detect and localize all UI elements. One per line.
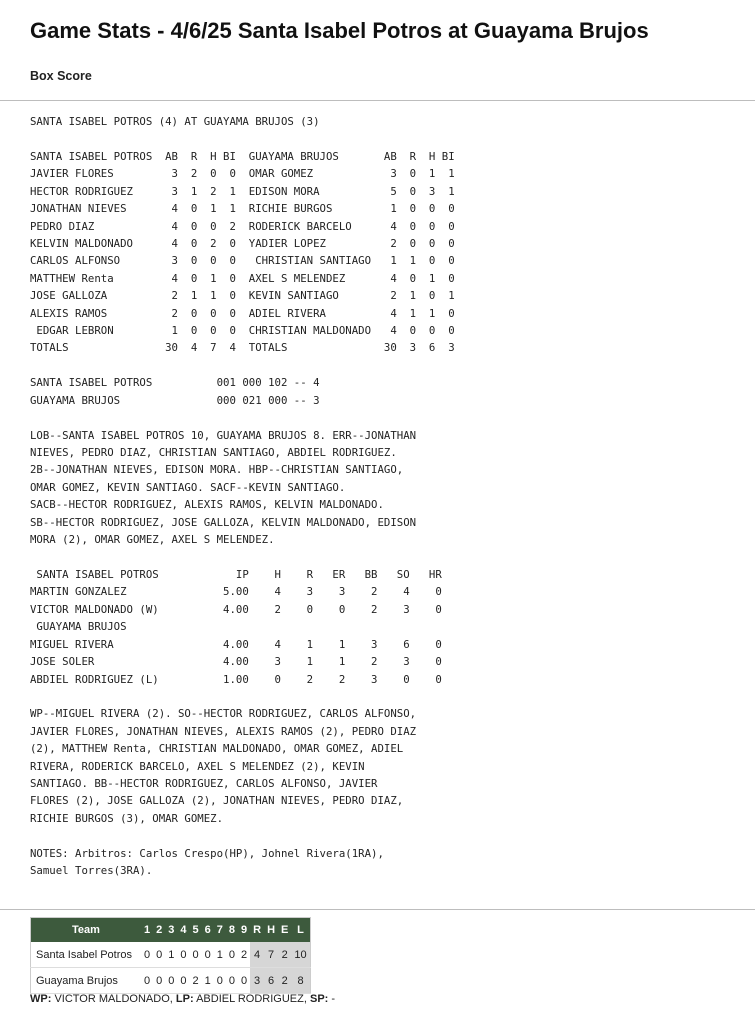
linescore-header: R <box>250 918 264 943</box>
errors-total: 2 <box>278 968 291 994</box>
box-score-heading: Box Score <box>30 69 92 83</box>
inning-score: 1 <box>202 968 214 994</box>
losing-pitcher: ABDIEL RODRIGUEZ, <box>196 993 307 1005</box>
linescore-header: 8 <box>226 918 238 943</box>
linescore-header: 5 <box>190 918 202 943</box>
inning-score: 0 <box>226 968 238 994</box>
box-score-line: TOTALS 30 4 7 4 TOTALS 30 3 6 3 <box>30 341 455 355</box>
box-score-line: FLORES (2), JOSE GALLOZA (2), JONATHAN NIEVES, PEDRO DIAZ, <box>30 794 404 808</box>
linescore-header: 1 <box>141 918 153 943</box>
box-score-line: GUAYAMA BRUJOS 000 021 000 -- 3 <box>30 393 320 407</box>
inning-score: 0 <box>177 968 189 994</box>
winning-pitcher: VICTOR MALDONADO, <box>54 993 173 1005</box>
inning-score: 0 <box>190 942 202 968</box>
box-score-line: SANTA ISABEL POTROS IP H R ER BB SO HR <box>30 567 442 581</box>
lob-total: 8 <box>291 968 310 994</box>
top-divider <box>0 100 755 101</box>
team-name: Guayama Brujos <box>31 968 142 994</box>
box-score-line: NOTES: Arbitros: Carlos Crespo(HP), Johnel Rivera(1RA), <box>30 846 384 860</box>
runs-total: 3 <box>250 968 264 994</box>
page-title: Game Stats - 4/6/25 Santa Isabel Potros at Guayama Brujos <box>30 18 649 43</box>
linescore-header: L <box>291 918 310 943</box>
box-score-line: VICTOR MALDONADO (W) 4.00 2 0 0 2 3 0 <box>30 602 442 616</box>
box-score-line: SANTA ISABEL POTROS (4) AT GUAYAMA BRUJOS (3) <box>30 115 320 128</box>
box-score-line: SACB--HECTOR RODRIGUEZ, ALEXIS RAMOS, KELVIN MALDONADO. <box>30 498 384 512</box>
box-score-line: LOB--SANTA ISABEL POTROS 10, GUAYAMA BRUJOS 8. ERR--JONATHAN <box>30 428 417 442</box>
box-score-line: MATTHEW Renta 4 0 1 0 AXEL S MELENDEZ 4 0 1 0 <box>30 271 455 285</box>
inning-score: 0 <box>214 968 226 994</box>
wp-label: WP: <box>30 993 52 1005</box>
linescore-header: 6 <box>202 918 214 943</box>
hits-total: 7 <box>264 942 278 968</box>
inning-score: 1 <box>165 942 177 968</box>
hits-total: 6 <box>264 968 278 994</box>
lp-label: LP: <box>175 993 194 1005</box>
box-score-line: SANTIAGO. BB--HECTOR RODRIGUEZ, CARLOS ALFONSO, JAVIER <box>30 777 378 791</box>
inning-score: 0 <box>202 942 214 968</box>
save-pitcher: - <box>331 993 336 1005</box>
linescore-header: E <box>278 918 291 943</box>
box-score-line: RICHIE BURGOS (3), OMAR GOMEZ. <box>30 811 224 825</box>
box-score-line: OMAR GOMEZ, KEVIN SANTIAGO. SACF--KEVIN SANTIAGO. <box>30 480 346 494</box>
lob-total: 10 <box>291 942 310 968</box>
box-score-line: MARTIN GONZALEZ 5.00 4 3 3 2 4 0 <box>30 585 442 599</box>
runs-total: 4 <box>250 942 264 968</box>
box-score-line: JOSE SOLER 4.00 3 1 1 2 3 0 <box>30 655 442 669</box>
linescore-header: 7 <box>214 918 226 943</box>
sp-label: SP: <box>309 993 329 1005</box>
team-name: Santa Isabel Potros <box>31 942 142 968</box>
box-score-line: PEDRO DIAZ 4 0 0 2 RODERICK BARCELO 4 0 0 0 <box>30 219 455 233</box>
linescore-header: H <box>264 918 278 943</box>
linescore-row-home <box>31 968 311 994</box>
box-score-line: MORA (2), OMAR GOMEZ, AXEL S MELENDEZ. <box>30 533 275 547</box>
box-score-line: HECTOR RODRIGUEZ 3 1 2 1 EDISON MORA 5 0 3 1 <box>30 184 455 198</box>
box-score-line: Samuel Torres(3RA). <box>30 864 153 878</box>
box-score-line: RIVERA, RODERICK BARCELO, AXEL S MELENDEZ (2), KEVIN <box>30 759 365 773</box>
box-score-line: GUAYAMA BRUJOS <box>30 620 127 634</box>
inning-score: 0 <box>226 942 238 968</box>
inning-score: 2 <box>190 968 202 994</box>
inning-score: 0 <box>141 942 153 968</box>
box-score-text <box>30 113 455 880</box>
box-score-line: SB--HECTOR RODRIGUEZ, JOSE GALLOZA, KELVIN MALDONADO, EDISON <box>30 515 417 529</box>
box-score-line: KELVIN MALDONADO 4 0 2 0 YADIER LOPEZ 2 0 0 0 <box>30 236 455 250</box>
linescore-table <box>30 917 311 994</box>
inning-score: 0 <box>238 968 250 994</box>
inning-score: 0 <box>177 942 189 968</box>
inning-score: 1 <box>214 942 226 968</box>
box-score-line: ABDIEL RODRIGUEZ (L) 1.00 0 2 2 3 0 0 <box>30 672 442 686</box>
box-score-line: WP--MIGUEL RIVERA (2). SO--HECTOR RODRIGUEZ, CARLOS ALFONSO, <box>30 707 417 721</box>
box-score-line: JAVIER FLORES 3 2 0 0 OMAR GOMEZ 3 0 1 1 <box>30 167 455 181</box>
linescore-header-row <box>31 918 311 943</box>
inning-score: 0 <box>141 968 153 994</box>
bottom-divider <box>0 909 755 910</box>
box-score-line: (2), MATTHEW Renta, CHRISTIAN MALDONADO, OMAR GOMEZ, ADIEL <box>30 742 404 756</box>
pitcher-decisions <box>30 993 335 1005</box>
box-score-line: JOSE GALLOZA 2 1 1 0 KEVIN SANTIAGO 2 1 0 1 <box>30 289 455 303</box>
box-score-line: 2B--JONATHAN NIEVES, EDISON MORA. HBP--CHRISTIAN SANTIAGO, <box>30 463 404 477</box>
box-score-line: SANTA ISABEL POTROS AB R H BI GUAYAMA BRUJOS AB R H BI <box>30 149 455 163</box>
box-score-line: CARLOS ALFONSO 3 0 0 0 CHRISTIAN SANTIAGO 1 1 0 0 <box>30 254 455 268</box>
inning-score: 0 <box>153 968 165 994</box>
inning-score: 2 <box>238 942 250 968</box>
errors-total: 2 <box>278 942 291 968</box>
linescore-header: 2 <box>153 918 165 943</box>
linescore-row-away <box>31 942 311 968</box>
inning-score: 0 <box>165 968 177 994</box>
box-score-line: JONATHAN NIEVES 4 0 1 1 RICHIE BURGOS 1 0 0 0 <box>30 202 455 216</box>
linescore-header: Team <box>31 918 142 943</box>
box-score-line: MIGUEL RIVERA 4.00 4 1 1 3 6 0 <box>30 637 442 651</box>
linescore-header: 4 <box>177 918 189 943</box>
box-score-line: ALEXIS RAMOS 2 0 0 0 ADIEL RIVERA 4 1 1 0 <box>30 306 455 320</box>
linescore-header: 9 <box>238 918 250 943</box>
box-score-line: SANTA ISABEL POTROS 001 000 102 -- 4 <box>30 376 320 390</box>
box-score-line: NIEVES, PEDRO DIAZ, CHRISTIAN SANTIAGO, ABDIEL RODRIGUEZ. <box>30 446 397 460</box>
linescore-header: 3 <box>165 918 177 943</box>
box-score-line: JAVIER FLORES, JONATHAN NIEVES, ALEXIS RAMOS (2), PEDRO DIAZ <box>30 724 417 738</box>
inning-score: 0 <box>153 942 165 968</box>
box-score-line: EDGAR LEBRON 1 0 0 0 CHRISTIAN MALDONADO 4 0 0 0 <box>30 324 455 338</box>
